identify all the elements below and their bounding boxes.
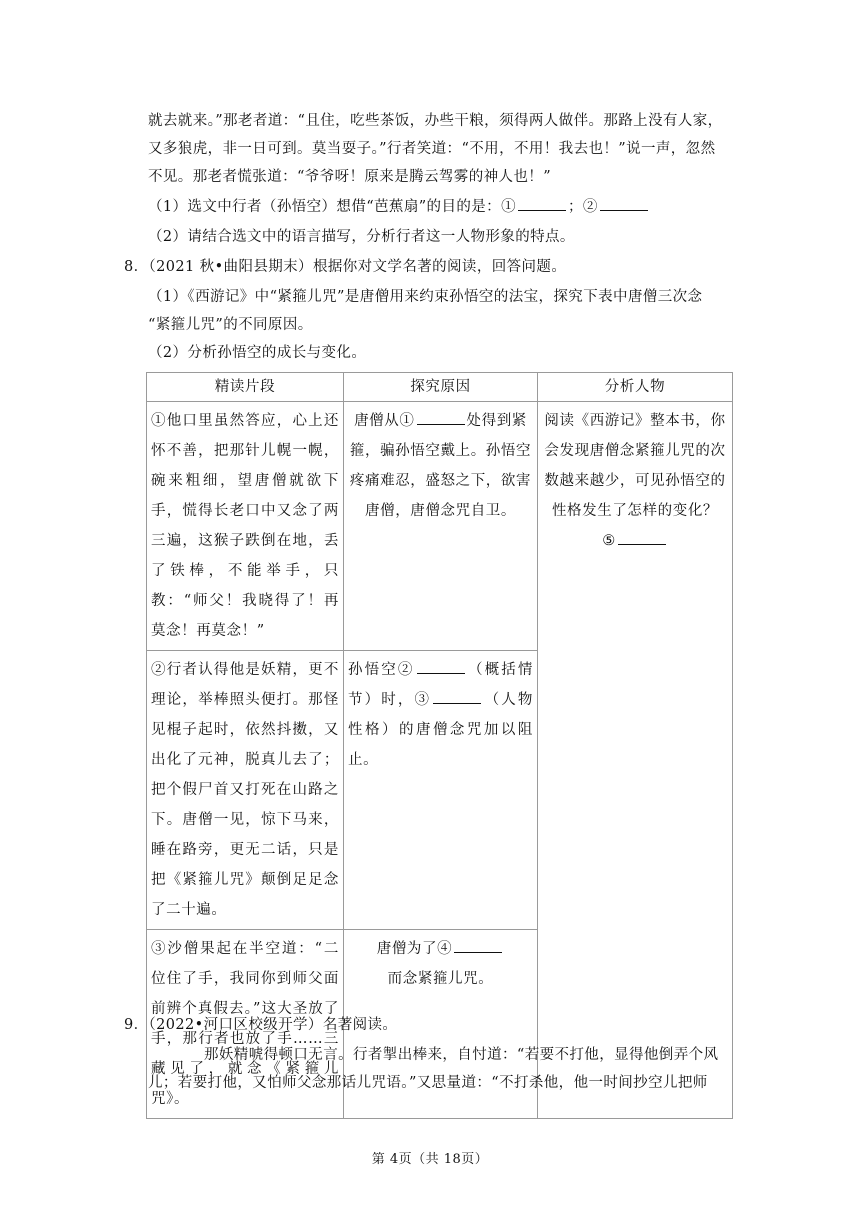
- reason-3-mark: ④: [437, 941, 453, 957]
- header-character-analysis: 分析人物: [538, 373, 733, 402]
- table-header-row: [147, 373, 733, 402]
- q7-sub1-text: （1）选文中行者（孙悟空）想借“芭蕉扇”的目的是：: [148, 199, 502, 215]
- answer-blank-table-1[interactable]: [417, 410, 465, 425]
- passage-line-2: 又多狼虎，非一日可到。莫当耍子。”行者笑道：“不用，不用！我去也！”说一声，忽然: [148, 141, 716, 157]
- reason-1: [344, 402, 538, 651]
- passage-line-3: 不见。那老者慌张道：“爷爷呀！原来是腾云驾雾的神人也！”: [148, 169, 552, 185]
- reason-3-text-a: 唐僧为了: [376, 941, 438, 957]
- reason-2-text-b: （概括情节）时，: [348, 662, 533, 708]
- reason-1-text-a: 唐僧从: [354, 413, 400, 429]
- q8-sub1-line2: “紧箍儿咒”的不同原因。: [148, 317, 313, 333]
- reading-analysis-table: [146, 372, 733, 1119]
- header-reason: 探究原因: [344, 373, 538, 402]
- passage-line-1: 就去就来。”那老者道：“且住，吃些茶饭，办些干粮，须得两人做伴。那路上没有人家，: [148, 113, 723, 129]
- q7-separator: ；: [567, 199, 583, 215]
- excerpt-1: ①他口里虽然答应，心上还怀不善，把那针儿幌一幌，碗来粗细，望唐僧就欲下手，慌得长老口中又念了两三遍，这猴子跌倒在地，丢了铁棒，不能举手，只教：“师父！我晓得了！再莫念！再莫念！”: [147, 402, 344, 651]
- reason-1-text-b: 处得到紧箍，骗孙悟空戴上。孙悟空疼痛难忍，盛怒之下，欲害唐僧，唐僧念咒自卫。: [349, 413, 532, 519]
- table-row: [147, 402, 733, 651]
- q8-header: 8．（2021 秋•曲阳县期末）根据你对文学名著的阅读，回答问题。: [124, 259, 567, 275]
- reason-2-text-a: 孙悟空: [348, 662, 398, 678]
- answer-blank-table-5[interactable]: [618, 530, 666, 545]
- excerpt-2: ②行者认得他是妖精，更不理论，举棒照头便打。那怪见棍子起时，依然抖擞，又出化了元神，脱真儿去了；把个假尸首又打死在山路之下。唐僧一见，惊下马来，睡在路旁，更无二话，只是把《紧箍儿咒》颠倒足足念了二十遍。: [147, 651, 344, 930]
- answer-blank-table-3[interactable]: [433, 689, 481, 704]
- reason-2-text-c: （人物性格）的唐僧念咒加以阻止。: [348, 692, 533, 768]
- page-footer: 第 4页（共 18页）: [371, 1152, 489, 1167]
- reason-2-mark-2: ③: [414, 692, 432, 708]
- answer-blank-2[interactable]: [600, 196, 648, 211]
- q8-sub2: （2）分析孙悟空的成长与变化。: [148, 345, 367, 361]
- reason-3-text-b: 而念紧箍儿咒。: [387, 971, 494, 987]
- character-analysis-text: 阅读《西游记》整本书，你会发现唐僧念紧箍儿咒的次数越来越少，可见孙悟空的性格发生了怎样的变化？: [544, 413, 726, 519]
- answer-blank-table-2[interactable]: [417, 659, 465, 674]
- character-analysis-mark: ⑤: [602, 533, 616, 549]
- reason-1-mark: ①: [399, 413, 415, 429]
- excerpt-3: ③沙僧果起在半空道：“二位住了手，我同你到师父面前辨个真假去。”这大圣放了手，那行者也放了手……三藏见了，就念《紧箍儿咒》。: [147, 930, 344, 1119]
- q7-sub1: [148, 196, 650, 218]
- q9-passage-line-2: 儿；若要打他，又怕师父念那话儿咒语。”又思量道：“不打杀他，他一时间抄空儿把师: [148, 1075, 708, 1091]
- character-analysis-cell: [538, 402, 733, 1119]
- q7-mark-2: ②: [582, 199, 598, 215]
- reason-2-mark-1: ②: [397, 662, 415, 678]
- q7-mark-1: ①: [501, 199, 516, 215]
- q9-passage-line-1: 那妖精唬得顿口无言。行者掣出棒来，自忖道：“若要不打他，显得他倒弄个风: [204, 1047, 719, 1063]
- q7-sub2: （2）请结合选文中的语言描写，分析行者这一人物形象的特点。: [148, 229, 575, 245]
- reason-2: [344, 651, 538, 930]
- q9-header: 9．（2022•河口区校级开学）名著阅读。: [124, 1017, 398, 1033]
- answer-blank-1[interactable]: [518, 196, 566, 211]
- q8-sub1-line1: （1）《西游记》中“紧箍儿咒”是唐僧用来约束孙悟空的法宝，探究下表中唐僧三次念: [148, 289, 703, 305]
- answer-blank-table-4[interactable]: [454, 938, 502, 953]
- header-reading-excerpt: 精读片段: [147, 373, 344, 402]
